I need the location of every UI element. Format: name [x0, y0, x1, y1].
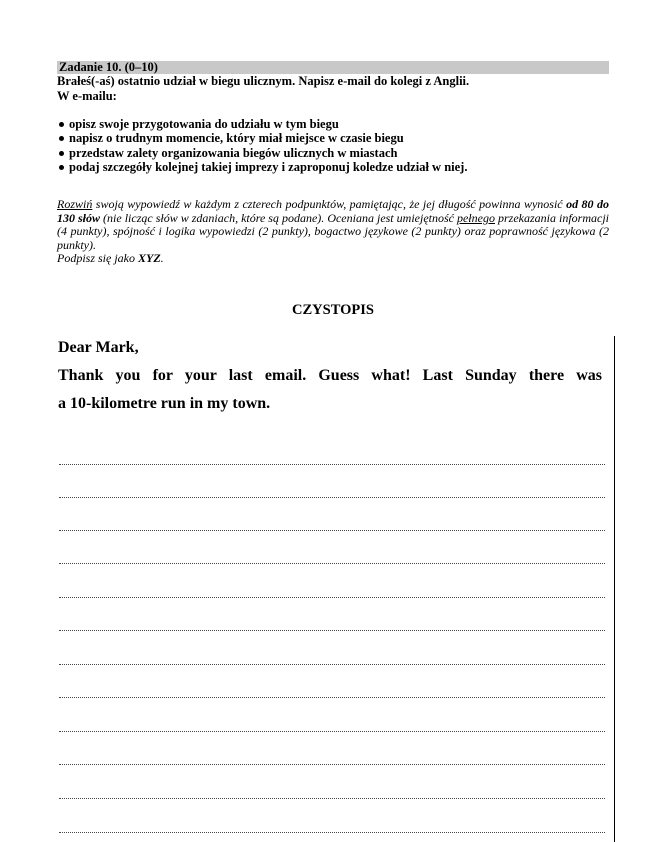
instructions-paragraph [57, 198, 609, 252]
task-instructions [57, 198, 609, 266]
instructions-text-1: swoją wypowiedź w każdym z czterech podpunktów, pamiętając, że jej długość powinna wynosić [92, 197, 567, 211]
writing-line[interactable] [59, 563, 605, 564]
pelnego-word: pełnego [456, 210, 495, 225]
rozwin-word: Rozwiń [57, 197, 93, 211]
answer-area-right-border [614, 336, 615, 842]
list-item: przedstaw zalety organizowania biegów ulicznych w miastach [57, 146, 609, 160]
signature-suffix: . [160, 251, 164, 266]
task-intro [57, 74, 609, 103]
task-intro-line1: Brałeś(-aś) ostatnio udział w biegu ulicznym. Napisz e-mail do kolegi z Anglii. [57, 74, 470, 88]
instructions-text-3: przekazania informacji (4 punkty), spójność i logika wypowiedzi (2 punkty), bogactwo językowe (2 punkty) oraz poprawność językowa (2 punkty). [57, 210, 609, 252]
writing-line[interactable] [59, 731, 605, 732]
list-item: opisz swoje przygotowania do udziału w tym biegu [57, 117, 609, 131]
task-header: Zadanie 10. (0–10) [57, 61, 609, 74]
writing-line[interactable] [59, 832, 605, 833]
writing-line[interactable] [59, 697, 605, 698]
writing-line[interactable] [59, 764, 605, 765]
writing-line[interactable] [59, 497, 605, 498]
writing-line[interactable] [59, 597, 605, 598]
letter-greeting: Dear Mark, [58, 339, 139, 356]
letter-line-2: a 10-kilometre run in my town. [58, 395, 271, 412]
signature-prefix: Podpisz się jako [57, 251, 138, 266]
letter-line-1: Thank you for your last email. Guess what! Last Sunday there was [58, 367, 602, 384]
writing-line[interactable] [59, 464, 605, 465]
instructions-text-2: (nie licząc słów w zdaniach, które są podane). Oceniana jest umiejętność [100, 210, 457, 225]
writing-line[interactable] [59, 530, 605, 531]
signature-name: XYZ [138, 251, 161, 266]
list-item: podaj szczegóły kolejnej takiej imprezy i zaproponuj koledze udział w niej. [57, 160, 609, 174]
signature-instruction [57, 252, 609, 266]
list-item: napisz o trudnym momencie, który miał miejsce w czasie biegu [57, 131, 609, 145]
czystopis-title: CZYSTOPIS [292, 302, 374, 318]
task-bullet-list [57, 117, 609, 175]
task-intro-line2: W e-mailu: [57, 88, 117, 103]
writing-line[interactable] [59, 798, 605, 799]
word-count-requirement: od 80 do 130 słów [57, 197, 609, 225]
writing-line[interactable] [59, 664, 605, 665]
writing-line[interactable] [59, 630, 605, 631]
